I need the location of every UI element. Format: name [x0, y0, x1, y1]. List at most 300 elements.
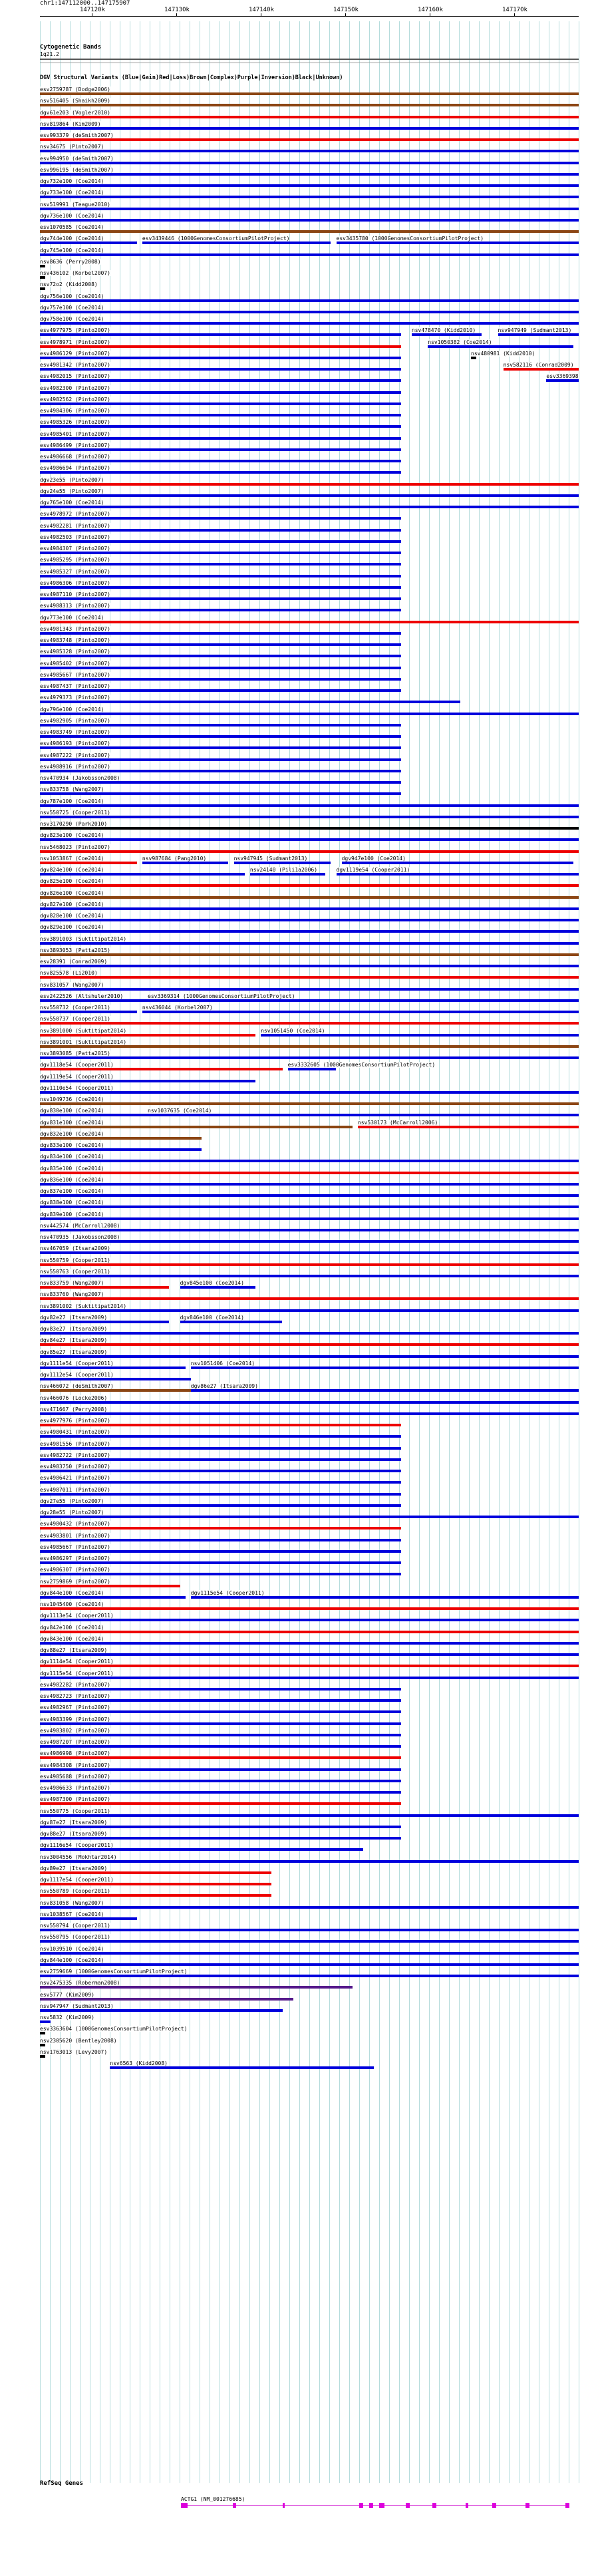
variant-bar[interactable]	[40, 1447, 401, 1450]
variant-label[interactable]: esv4982722 (Pinto2007)	[40, 1452, 110, 1458]
variant-bar[interactable]	[40, 242, 137, 244]
gene-label[interactable]: ACTG1 (NM_001276685)	[181, 2496, 245, 2502]
variant-label[interactable]: dgv23e55 (Pinto2007)	[40, 476, 104, 483]
variant-bar[interactable]	[40, 437, 401, 440]
variant-bar[interactable]	[40, 1642, 579, 1645]
variant-bar[interactable]	[40, 1263, 579, 1266]
variant-bar[interactable]	[40, 2032, 45, 2034]
variant-bar[interactable]	[191, 1596, 579, 1599]
variant-bar[interactable]	[40, 1677, 579, 1679]
variant-label[interactable]: dgv89e27 (Itsara2009)	[40, 1865, 108, 1871]
variant-bar[interactable]	[40, 1229, 579, 1231]
variant-label[interactable]: nsv3170290 (Park2010)	[40, 821, 108, 827]
variant-label[interactable]: esv4986297 (Pinto2007)	[40, 1555, 110, 1561]
variant-label[interactable]: nsv1051450 (Coe2014)	[261, 1027, 325, 1034]
variant-label[interactable]: dgv823e100 (Coe2014)	[40, 832, 104, 839]
variant-bar[interactable]	[40, 1389, 191, 1392]
variant-label[interactable]: dgv85e27 (Itsara2009)	[40, 1349, 108, 1355]
variant-bar[interactable]	[40, 1516, 579, 1518]
variant-bar[interactable]	[40, 1412, 579, 1415]
variant-label[interactable]: esv4985328 (Pinto2007)	[40, 649, 110, 655]
variant-label[interactable]: esv4983802 (Pinto2007)	[40, 1727, 110, 1734]
variant-bar[interactable]	[40, 1401, 579, 1404]
variant-label[interactable]: dgv1110e54 (Cooper2011)	[40, 1084, 114, 1091]
variant-bar[interactable]	[40, 517, 401, 520]
variant-label[interactable]: dgv756e100 (Coe2014)	[40, 293, 104, 299]
variant-label[interactable]: nsv550732 (Cooper2011)	[40, 1005, 110, 1011]
variant-label[interactable]: esv4982282 (Pinto2007)	[40, 1681, 110, 1688]
variant-bar[interactable]	[40, 299, 579, 302]
variant-bar[interactable]	[40, 1917, 137, 1920]
variant-bar[interactable]	[40, 1722, 401, 1725]
variant-bar[interactable]	[40, 1493, 401, 1496]
variant-label[interactable]: dgv758e100 (Coe2014)	[40, 316, 104, 322]
variant-label[interactable]: dgv833e100 (Coe2014)	[40, 1142, 104, 1148]
variant-bar[interactable]	[40, 460, 401, 462]
variant-bar[interactable]	[40, 597, 401, 600]
variant-label[interactable]: dgv1114e54 (Cooper2011)	[40, 1659, 114, 1665]
variant-bar[interactable]	[40, 965, 579, 967]
variant-label[interactable]: nsv2475335 (Roberman2008)	[40, 1980, 120, 1987]
variant-label[interactable]: esv4986499 (Pinto2007)	[40, 442, 110, 448]
variant-label[interactable]: nsv480981 (Kidd2010)	[471, 350, 535, 357]
variant-bar[interactable]	[40, 988, 579, 991]
variant-bar[interactable]	[40, 1160, 579, 1162]
variant-bar[interactable]	[40, 483, 579, 486]
variant-bar[interactable]	[40, 425, 401, 428]
variant-bar[interactable]	[40, 1321, 169, 1323]
variant-label[interactable]: esv4987437 (Pinto2007)	[40, 683, 110, 689]
variant-label[interactable]: nsv6563 (Kidd2008)	[110, 2060, 168, 2066]
variant-bar[interactable]	[40, 208, 579, 210]
variant-label[interactable]: dgv828e100 (Coe2014)	[40, 913, 104, 919]
variant-bar[interactable]	[40, 1148, 202, 1151]
variant-label[interactable]: dgv837e100 (Coe2014)	[40, 1188, 104, 1194]
variant-bar[interactable]	[40, 1780, 401, 1782]
variant-label[interactable]: esv4981342 (Pinto2007)	[40, 362, 110, 368]
variant-bar[interactable]	[40, 632, 401, 635]
variant-label[interactable]: nsv3893085 (Patta2015)	[40, 1050, 110, 1056]
variant-label[interactable]: nsv466072 (deSmith2007)	[40, 1383, 114, 1390]
variant-bar[interactable]	[40, 689, 401, 692]
variant-bar[interactable]	[40, 1217, 579, 1220]
variant-bar[interactable]	[546, 379, 579, 382]
variant-label[interactable]: esv4983750 (Pinto2007)	[40, 1464, 110, 1470]
variant-label[interactable]: esv4982967 (Pinto2007)	[40, 1704, 110, 1711]
variant-bar[interactable]	[40, 506, 579, 508]
variant-bar[interactable]	[40, 494, 579, 497]
variant-label[interactable]: dgv88e27 (Itsara2009)	[40, 1831, 108, 1837]
variant-bar[interactable]	[40, 402, 401, 405]
variant-bar[interactable]	[40, 1539, 401, 1541]
variant-bar[interactable]	[40, 1424, 401, 1426]
variant-bar[interactable]	[337, 873, 579, 876]
variant-bar[interactable]	[40, 2055, 45, 2058]
variant-label[interactable]: dgv838e100 (Coe2014)	[40, 1200, 104, 1206]
variant-bar[interactable]	[110, 2066, 374, 2069]
variant-bar[interactable]	[40, 1183, 579, 1186]
variant-label[interactable]: dgv757e100 (Coe2014)	[40, 304, 104, 311]
variant-label[interactable]: nsv831058 (Wang2007)	[40, 1899, 104, 1906]
variant-label[interactable]: esv4978972 (Pinto2007)	[40, 511, 110, 518]
variant-bar[interactable]	[40, 1585, 180, 1587]
variant-label[interactable]: dgv834e100 (Coe2014)	[40, 1154, 104, 1160]
variant-bar[interactable]	[40, 862, 137, 864]
variant-bar[interactable]	[40, 1619, 579, 1621]
variant-bar[interactable]	[412, 333, 482, 336]
variant-bar[interactable]	[40, 575, 401, 577]
variant-bar[interactable]	[358, 1126, 579, 1128]
variant-label[interactable]: esv4987011 (Pinto2007)	[40, 1486, 110, 1493]
variant-bar[interactable]	[40, 471, 401, 474]
variant-label[interactable]: dgv745e100 (Coe2014)	[40, 247, 104, 253]
variant-bar[interactable]	[40, 1665, 579, 1667]
variant-label[interactable]: dgv1115e54 (Cooper2011)	[190, 1589, 265, 1596]
variant-bar[interactable]	[40, 1504, 401, 1507]
variant-label[interactable]: nsv516405 (Shaikh2009)	[40, 98, 110, 104]
variant-bar[interactable]	[142, 242, 331, 244]
variant-bar[interactable]	[40, 1091, 579, 1094]
variant-label[interactable]: dgv836e100 (Coe2014)	[40, 1176, 104, 1183]
variant-bar[interactable]	[142, 1011, 579, 1013]
variant-bar[interactable]	[40, 333, 401, 336]
variant-label[interactable]: esv3435780 (1000GenomesConsortiumPilotProject)	[336, 236, 484, 242]
variant-bar[interactable]	[337, 242, 579, 244]
variant-bar[interactable]	[40, 792, 401, 795]
variant-label[interactable]: esv5777 (Kim2009)	[40, 1991, 94, 1998]
variant-label[interactable]: esv4986998 (Pinto2007)	[40, 1750, 110, 1757]
variant-bar[interactable]	[40, 1860, 579, 1863]
variant-bar[interactable]	[40, 391, 401, 394]
variant-bar[interactable]	[40, 1114, 148, 1116]
variant-label[interactable]: nsv1050382 (Coe2014)	[428, 339, 492, 345]
variant-label[interactable]: esv4982503 (Pinto2007)	[40, 534, 110, 540]
variant-bar[interactable]	[40, 1102, 579, 1105]
variant-bar[interactable]	[40, 265, 45, 267]
variant-bar[interactable]	[40, 850, 579, 853]
variant-label[interactable]: nsv471667 (Perry2008)	[40, 1406, 108, 1412]
variant-label[interactable]: nsv947945 (Sudmant2013)	[233, 855, 308, 862]
variant-label[interactable]: esv3369314 (1000GenomesConsortiumPilotProject)	[148, 993, 295, 999]
variant-bar[interactable]	[40, 196, 579, 198]
variant-label[interactable]: nsv519991 (Teague2010)	[40, 201, 110, 208]
variant-bar[interactable]	[40, 1309, 579, 1312]
variant-label[interactable]: dgv947e100 (Coe2014)	[341, 855, 406, 862]
variant-label[interactable]: dgv1119e54 (Cooper2011)	[40, 1073, 114, 1080]
variant-bar[interactable]	[40, 976, 579, 979]
variant-bar[interactable]	[40, 919, 579, 921]
variant-bar[interactable]	[40, 724, 401, 726]
variant-bar[interactable]	[40, 184, 579, 187]
variant-label[interactable]: esv4977975 (Pinto2007)	[40, 327, 110, 334]
variant-label[interactable]: esv4977976 (Pinto2007)	[40, 1418, 110, 1424]
variant-bar[interactable]	[40, 104, 579, 106]
variant-label[interactable]: dgv773e100 (Coe2014)	[40, 614, 104, 621]
variant-bar[interactable]	[40, 1653, 579, 1656]
variant-bar[interactable]	[40, 816, 579, 818]
variant-bar[interactable]	[40, 655, 401, 657]
variant-bar[interactable]	[40, 884, 579, 887]
variant-label[interactable]: esv4985402 (Pinto2007)	[40, 660, 110, 667]
variant-label[interactable]: esv4985667 (Pinto2007)	[40, 1543, 110, 1550]
variant-bar[interactable]	[40, 667, 401, 669]
variant-label[interactable]: dgv827e100 (Coe2014)	[40, 901, 104, 907]
variant-label[interactable]: nsv582116 (Conrad2009)	[503, 362, 574, 368]
variant-label[interactable]: esv4981343 (Pinto2007)	[40, 625, 110, 632]
variant-bar[interactable]	[40, 253, 579, 256]
variant-bar[interactable]	[40, 1631, 579, 1633]
variant-bar[interactable]	[40, 1056, 579, 1059]
variant-label[interactable]: nsv550763 (Cooper2011)	[40, 1268, 110, 1275]
variant-bar[interactable]	[40, 1011, 137, 1013]
variant-bar[interactable]	[40, 1940, 579, 1943]
variant-label[interactable]: esv4984306 (Pinto2007)	[40, 408, 110, 414]
variant-label[interactable]: nsv1051406 (Coe2014)	[190, 1360, 255, 1367]
variant-label[interactable]: dgv831e100 (Coe2014)	[40, 1119, 104, 1126]
variant-bar[interactable]	[261, 1034, 579, 1037]
variant-bar[interactable]	[40, 1286, 169, 1289]
variant-label[interactable]: dgv24e55 (Pinto2007)	[40, 488, 104, 494]
variant-label[interactable]: esv2422526 (Altshuler2010)	[40, 993, 124, 999]
variant-label[interactable]: esv4985295 (Pinto2007)	[40, 557, 110, 564]
variant-label[interactable]: dgv1119e54 (Cooper2011)	[336, 867, 410, 873]
variant-label[interactable]: esv4988916 (Pinto2007)	[40, 763, 110, 770]
variant-label[interactable]: nsv3893053 (Patta2015)	[40, 947, 110, 953]
variant-bar[interactable]	[40, 609, 401, 611]
variant-label[interactable]: esv4982300 (Pinto2007)	[40, 385, 110, 391]
variant-label[interactable]: esv4983748 (Pinto2007)	[40, 637, 110, 643]
variant-bar[interactable]	[40, 1206, 579, 1208]
variant-label[interactable]: nsv466076 (Locke2006)	[40, 1394, 108, 1401]
variant-label[interactable]: nsv34675 (Pinto2007)	[40, 144, 104, 150]
variant-label[interactable]: nsv3891003 (Suktitipat2014)	[40, 935, 127, 942]
variant-bar[interactable]	[40, 804, 579, 807]
variant-label[interactable]: nsv1049736 (Coe2014)	[40, 1096, 104, 1102]
variant-bar[interactable]	[40, 552, 401, 554]
variant-label[interactable]: nsv1045400 (Coe2014)	[40, 1601, 104, 1607]
variant-label[interactable]: nsv3891000 (Suktitipat2014)	[40, 1027, 127, 1034]
variant-bar[interactable]	[40, 1929, 579, 1931]
variant-label[interactable]: nsv1038567 (Coe2014)	[40, 1911, 104, 1917]
variant-label[interactable]: esv3369398	[546, 373, 579, 380]
variant-label[interactable]: esv3363604 (1000GenomesConsortiumPilotProject)	[40, 2026, 188, 2032]
variant-bar[interactable]	[40, 827, 579, 830]
variant-bar[interactable]	[40, 311, 579, 313]
variant-bar[interactable]	[40, 1894, 271, 1897]
variant-label[interactable]: nsv3004556 (Mokhtar2014)	[40, 1853, 117, 1860]
variant-label[interactable]: esv4986307 (Pinto2007)	[40, 1567, 110, 1573]
variant-bar[interactable]	[40, 1251, 579, 1254]
variant-bar[interactable]	[40, 162, 579, 164]
variant-label[interactable]: esv996195 (deSmith2007)	[40, 166, 114, 173]
variant-bar[interactable]	[40, 1458, 401, 1461]
variant-bar[interactable]	[40, 1768, 401, 1771]
variant-bar[interactable]	[40, 1906, 579, 1909]
variant-label[interactable]: esv4987222 (Pinto2007)	[40, 752, 110, 758]
variant-bar[interactable]	[40, 1573, 401, 1575]
variant-label[interactable]: dgv842e100 (Coe2014)	[40, 1624, 104, 1631]
variant-bar[interactable]	[40, 1034, 255, 1037]
variant-label[interactable]: nsv1039510 (Coe2014)	[40, 1945, 104, 1952]
variant-bar[interactable]	[40, 1240, 579, 1243]
variant-bar[interactable]	[40, 414, 401, 416]
variant-label[interactable]: dgv732e100 (Coe2014)	[40, 178, 104, 184]
variant-label[interactable]: nsv833759 (Wang2007)	[40, 1280, 104, 1286]
variant-bar[interactable]	[428, 345, 573, 348]
variant-bar[interactable]	[40, 345, 401, 348]
variant-bar[interactable]	[40, 1297, 579, 1300]
variant-bar[interactable]	[40, 896, 579, 899]
variant-bar[interactable]	[40, 713, 579, 715]
variant-label[interactable]: nsv2305620 (Bentley2008)	[40, 2037, 117, 2044]
variant-bar[interactable]	[40, 586, 401, 589]
variant-label[interactable]: dgv744e100 (Coe2014)	[40, 236, 104, 242]
variant-label[interactable]: esv4986421 (Pinto2007)	[40, 1475, 110, 1482]
variant-label[interactable]: nsv550794 (Cooper2011)	[40, 1923, 110, 1929]
variant-label[interactable]: dgv736e100 (Coe2014)	[40, 212, 104, 219]
variant-label[interactable]: dgv1115e54 (Cooper2011)	[40, 1670, 114, 1677]
variant-bar[interactable]	[40, 1688, 401, 1690]
variant-bar[interactable]	[148, 999, 579, 1002]
variant-label[interactable]: esv4986694 (Pinto2007)	[40, 465, 110, 472]
variant-bar[interactable]	[40, 1871, 271, 1874]
variant-bar[interactable]	[40, 1045, 579, 1048]
variant-label[interactable]: nsv3891001 (Suktitipat2014)	[40, 1039, 127, 1045]
variant-bar[interactable]	[148, 1114, 579, 1116]
variant-bar[interactable]	[180, 1286, 255, 1289]
variant-bar[interactable]	[40, 643, 401, 646]
variant-bar[interactable]	[40, 1527, 401, 1530]
variant-bar[interactable]	[40, 1068, 283, 1070]
variant-label[interactable]: nsv987684 (Pang2010)	[142, 855, 207, 862]
variant-bar[interactable]	[40, 1137, 202, 1140]
variant-label[interactable]: nsv550759 (Cooper2011)	[40, 1257, 110, 1263]
variant-bar[interactable]	[40, 276, 45, 279]
variant-bar[interactable]	[40, 1975, 579, 1977]
variant-label[interactable]: nsv550775 (Cooper2011)	[40, 1808, 110, 1814]
variant-label[interactable]: esv994950 (deSmith2007)	[40, 155, 114, 162]
variant-label[interactable]: nsv550737 (Cooper2011)	[40, 1016, 110, 1023]
variant-label[interactable]: nsv550789 (Cooper2011)	[40, 1888, 110, 1895]
variant-bar[interactable]	[40, 1734, 401, 1736]
variant-bar[interactable]	[40, 92, 579, 95]
variant-bar[interactable]	[40, 746, 401, 749]
variant-label[interactable]: nsv825578 (Li2010)	[40, 970, 98, 977]
variant-label[interactable]: dgv846e100 (Coe2014)	[180, 1314, 244, 1321]
variant-label[interactable]: esv2759669 (1000GenomesConsortiumPilotProject)	[40, 1969, 188, 1975]
variant-bar[interactable]	[191, 1367, 579, 1369]
variant-label[interactable]: esv4986306 (Pinto2007)	[40, 579, 110, 586]
variant-bar[interactable]	[40, 1194, 579, 1197]
variant-label[interactable]: dgv829e100 (Coe2014)	[40, 924, 104, 931]
variant-bar[interactable]	[40, 735, 401, 738]
variant-bar[interactable]	[40, 1710, 401, 1713]
variant-label[interactable]: nsv550795 (Cooper2011)	[40, 1934, 110, 1941]
variant-bar[interactable]	[40, 219, 579, 222]
variant-bar[interactable]	[234, 862, 331, 864]
variant-bar[interactable]	[471, 357, 476, 359]
variant-label[interactable]: dgv83e27 (Itsara2009)	[40, 1326, 108, 1332]
variant-bar[interactable]	[40, 1756, 401, 1759]
variant-label[interactable]: nsv478470 (Kidd2010)	[411, 327, 476, 334]
variant-bar[interactable]	[40, 322, 579, 325]
variant-label[interactable]: esv28391 (Conrad2009)	[40, 959, 108, 965]
variant-label[interactable]: dgv765e100 (Coe2014)	[40, 500, 104, 506]
variant-bar[interactable]	[40, 1607, 579, 1610]
variant-label[interactable]: esv4987300 (Pinto2007)	[40, 1796, 110, 1803]
variant-label[interactable]: dgv88e27 (Itsara2009)	[40, 1647, 108, 1653]
variant-bar[interactable]	[40, 930, 579, 933]
variant-label[interactable]: esv2759787 (Dodge2006)	[40, 86, 110, 92]
variant-bar[interactable]	[40, 942, 579, 945]
variant-label[interactable]: dgv84e27 (Itsara2009)	[40, 1337, 108, 1344]
variant-label[interactable]: dgv824e100 (Coe2014)	[40, 867, 104, 873]
variant-bar[interactable]	[40, 701, 460, 703]
variant-bar[interactable]	[40, 230, 579, 233]
variant-label[interactable]: dgv1117e54 (Cooper2011)	[40, 1877, 114, 1883]
variant-bar[interactable]	[40, 563, 401, 565]
variant-label[interactable]: nsv947949 (Sudmant2013)	[498, 327, 572, 334]
variant-label[interactable]: dgv28e55 (Pinto2007)	[40, 1510, 104, 1516]
variant-bar[interactable]	[40, 770, 401, 772]
variant-bar[interactable]	[40, 1986, 353, 1989]
variant-label[interactable]: esv4981556 (Pinto2007)	[40, 1440, 110, 1447]
variant-bar[interactable]	[40, 448, 401, 451]
variant-bar[interactable]	[40, 1126, 353, 1128]
variant-label[interactable]: nsv442574 (McCarroll2008)	[40, 1222, 120, 1229]
variant-label[interactable]: esv4985326 (Pinto2007)	[40, 419, 110, 426]
variant-label[interactable]: esv4982562 (Pinto2007)	[40, 396, 110, 402]
variant-label[interactable]: esv4986633 (Pinto2007)	[40, 1785, 110, 1791]
variant-label[interactable]: dgv832e100 (Coe2014)	[40, 1130, 104, 1137]
variant-label[interactable]: dgv835e100 (Coe2014)	[40, 1165, 104, 1172]
variant-bar[interactable]	[40, 907, 579, 910]
variant-label[interactable]: dgv826e100 (Coe2014)	[40, 889, 104, 896]
variant-label[interactable]: nsv2759869 (Pinto2007)	[40, 1578, 110, 1585]
variant-label[interactable]: esv4987207 (Pinto2007)	[40, 1739, 110, 1745]
variant-bar[interactable]	[40, 953, 579, 956]
variant-label[interactable]: dgv787e100 (Coe2014)	[40, 798, 104, 804]
variant-bar[interactable]	[40, 287, 45, 290]
variant-label[interactable]: nsv831057 (Wang2007)	[40, 981, 104, 988]
variant-bar[interactable]	[40, 838, 579, 841]
variant-label[interactable]: nsv530173 (McCarroll2006)	[357, 1119, 438, 1126]
variant-label[interactable]: dgv844e100 (Coe2014)	[40, 1957, 104, 1963]
variant-label[interactable]: nsv3891002 (Suktitipat2014)	[40, 1303, 127, 1309]
variant-label[interactable]: esv4983749 (Pinto2007)	[40, 729, 110, 735]
variant-label[interactable]: esv4987110 (Pinto2007)	[40, 591, 110, 597]
variant-label[interactable]: nsv833758 (Wang2007)	[40, 786, 104, 793]
variant-bar[interactable]	[191, 1389, 579, 1392]
variant-label[interactable]: esv4986193 (Pinto2007)	[40, 740, 110, 747]
variant-label[interactable]: dgv825e100 (Coe2014)	[40, 878, 104, 885]
variant-label[interactable]: nsv436102 (Korbel2007)	[40, 270, 110, 276]
variant-label[interactable]: dgv27e55 (Pinto2007)	[40, 1498, 104, 1504]
variant-label[interactable]: nsv833760 (Wang2007)	[40, 1291, 104, 1298]
variant-bar[interactable]	[40, 1837, 401, 1840]
variant-bar[interactable]	[40, 540, 401, 543]
variant-bar[interactable]	[40, 621, 579, 623]
variant-bar[interactable]	[498, 333, 579, 336]
variant-bar[interactable]	[40, 1332, 579, 1335]
variant-label[interactable]: dgv733e100 (Coe2014)	[40, 190, 104, 196]
variant-label[interactable]: dgv1118e54 (Cooper2011)	[40, 1062, 114, 1068]
variant-bar[interactable]	[40, 1745, 401, 1748]
variant-bar[interactable]	[40, 678, 401, 681]
variant-bar[interactable]	[40, 529, 401, 532]
variant-label[interactable]: nsv947947 (Sudmant2013)	[40, 2003, 114, 2009]
variant-label[interactable]: nsv470935 (Jakobsson2008)	[40, 1234, 120, 1240]
